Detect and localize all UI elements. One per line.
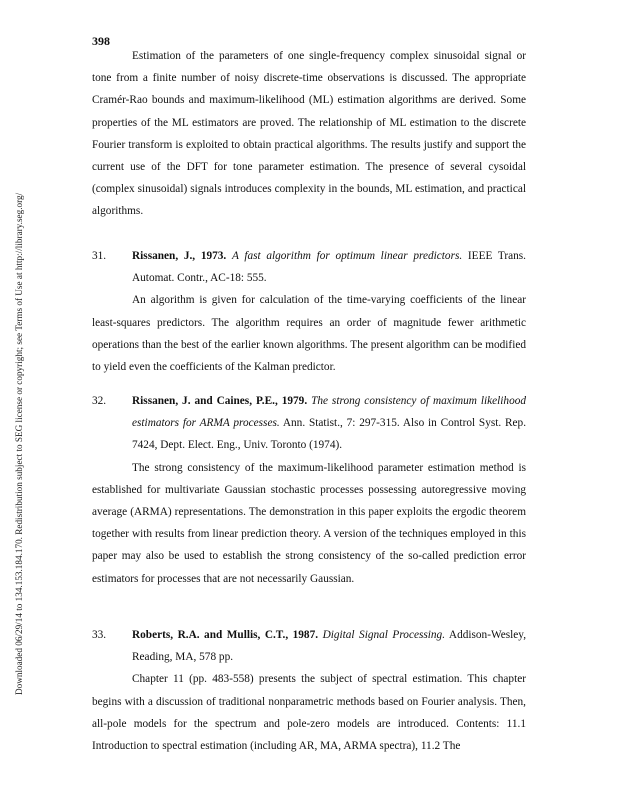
reference-authors: Roberts, R.A. and Mullis, C.T., 1987. (132, 629, 319, 641)
reference-source: Addison-Wesley, Reading, MA, 578 pp. (132, 629, 527, 664)
reference-title: The strong consistency of maximum likelihood estimators for ARMA processes. (132, 395, 527, 430)
reference-citation (92, 390, 526, 457)
reference-citation (92, 624, 526, 668)
reference-source: Ann. Statist., 7: 297-315. Also in Control Syst. Rep. 7424, Dept. Elect. Eng., Univ. Toronto (1974). (132, 417, 527, 452)
reference-abstract: The strong consistency of the maximum-likelihood parameter estimation method is established for multivariate Gaussian stochastic processes possessing autoregressive moving average (ARMA) representations. The demonstration in this paper exploits the ergodic theorem together with results from linear prediction theory. A version of the techniques employed in this paper may also be used to establish the strong consistency of the so-called prediction error estimators for processes that are not necessarily Gaussian. (92, 461, 526, 585)
reference-title: A fast algorithm for optimum linear predictors. (231, 250, 463, 262)
reference-source: IEEE Trans. Automat. Contr., AC-18: 555. (132, 250, 527, 285)
intro-block (92, 45, 526, 223)
reference-33 (92, 624, 526, 757)
reference-abstract: An algorithm is given for calculation of the time-varying coefficients of the linear least-squares predictors. The algorithm requires an order of magnitude fewer arithmetic operations than the best of the earlier known algorithms. The present algorithm can be modified to yield even the coefficients of the Kalman predictor. (92, 294, 526, 374)
reference-31 (92, 245, 526, 378)
reference-number: 32. (92, 395, 107, 407)
reference-authors: Rissanen, J. and Caines, P.E., 1979. (132, 395, 308, 407)
reference-title: Digital Signal Processing. (322, 629, 446, 641)
reference-authors: Rissanen, J., 1973. (132, 250, 227, 262)
reference-32 (92, 390, 526, 590)
reference-citation (92, 245, 526, 289)
reference-abstract: Chapter 11 (pp. 483-558) presents the subject of spectral estimation. This chapter begins with a discussion of traditional nonparametric methods based on Fourier analysis. Then, all-pole models for the spectrum and pole-zero models are introduced. Contents: 11.1 Introduction to spectral estimation (including AR, MA, ARMA spectra), 11.2 The (92, 673, 526, 753)
download-notice: Downloaded 06/29/14 to 134.153.184.170. Redistribution subject to SEG license or copyright; see Terms of Use at http://library.seg.org/ (14, 192, 24, 695)
page-number: 398 (92, 34, 110, 48)
intro-paragraph: Estimation of the parameters of one single-frequency complex sinusoidal signal or tone from a finite number of noisy discrete-time observations is discussed. The appropriate Cramér-Rao bounds and maximum-likelihood (ML) estimation algorithms are derived. Some properties of the ML estimators are proved. The relationship of ML estimation to the discrete Fourier transform is exploited to obtain practical algorithms. The results justify and support the current use of the DFT for tone parameter estimation. The presence of several cysoidal (complex sinusoidal) signals introduces complexity in the bounds, ML estimation, and practical algorithms. (92, 50, 526, 218)
reference-number: 33. (92, 629, 107, 641)
reference-number: 31. (92, 250, 107, 262)
